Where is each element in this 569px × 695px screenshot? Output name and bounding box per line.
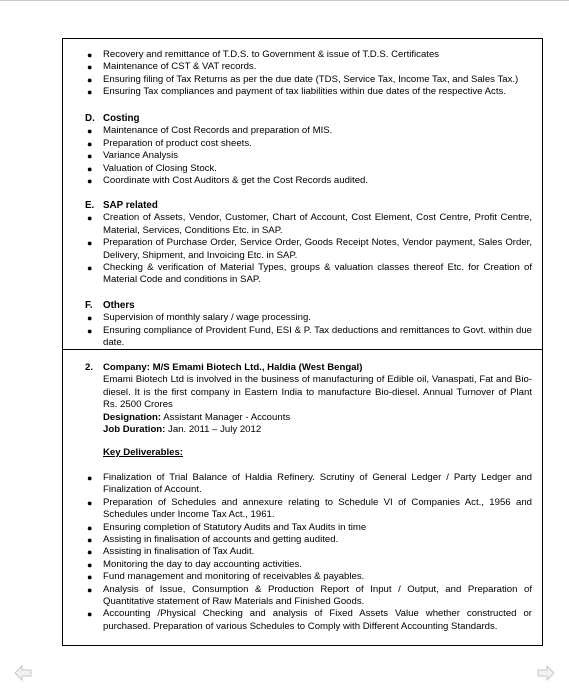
section-sap xyxy=(63,200,542,287)
list-item: ● Creation of Assets, Vendor, Customer, Chart of Account, Cost Element, Cost Centre, Profit Centre, Material, Services, Conditions Etc. in SAP. xyxy=(87,212,532,236)
list-item: ● Monitoring the day to day accounting activities. xyxy=(87,558,302,570)
section-divider xyxy=(63,349,542,350)
list-item: ● Preparation of Schedules and annexure relating to Schedule VI of Companies Act., 1956 and Schedules under Income Tax Act., 1961. xyxy=(87,496,532,521)
list-item: ● Finalization of Trial Balance of Haldia Refinery. Scrutiny of General Ledger / Party Ledger and Finalization of Account. xyxy=(87,472,532,496)
designation: Designation: Assistant Manager - Accounts xyxy=(103,411,291,423)
list-item: ● Ensuring Tax compliances and payment of tax liabilities within due dates of the respective Acts. xyxy=(87,86,506,98)
next-page-button[interactable] xyxy=(537,664,555,682)
tax-bullet-list xyxy=(63,49,542,99)
company-heading: 2. Company: M/S Emami Biotech Ltd., Haldia (West Bengal) xyxy=(85,362,363,373)
company-description: Emami Biotech Ltd is involved in the business of manufacturing of Edible oil, Vanaspati, Fat and Bio-diesel. It is the first company in Eastern India to manufacture Bio-diesel. Annual Turnover of Plant Rs. 2500 Crores xyxy=(103,374,532,411)
list-item: ● Ensuring filing of Tax Returns as per the due date (TDS, Service Tax, Income Tax, and Sales Tax.) xyxy=(87,73,519,85)
list-item: ● Valuation of Closing Stock. xyxy=(87,162,217,174)
list-item: ● Accounting /Physical Checking and analysis of Fixed Assets Value whether constructed or purchased. Preparation of various Schedules to Comply with Different Accounting Standards. xyxy=(87,608,532,632)
document-frame xyxy=(62,38,543,646)
list-item: ● Fund management and monitoring of receivables & payables. xyxy=(87,571,365,583)
tax-bullets-block xyxy=(63,49,542,99)
section-list xyxy=(63,125,542,187)
deliverables-block xyxy=(63,472,542,633)
section-list xyxy=(63,312,542,349)
list-item: ● Variance Analysis xyxy=(87,150,179,162)
list-item: ● Coordinate with Cost Auditors & get the Cost Records audited. xyxy=(87,175,369,187)
right-arrow-icon xyxy=(537,664,555,682)
list-item: ● Analysis of Issue, Consumption & Production Report of Input / Output, and Preparation of Quantitative statement of Raw Materials and Finished Goods. xyxy=(87,583,532,608)
prev-page-button[interactable] xyxy=(14,664,32,682)
key-deliverables-title: Key Deliverables: xyxy=(103,447,183,458)
section-others xyxy=(63,300,542,350)
list-item: ● Maintenance of Cost Records and preparation of MIS. xyxy=(87,125,333,137)
company-block xyxy=(63,362,542,436)
list-item: ● Assisting in finalisation of accounts and getting audited. xyxy=(87,534,339,546)
list-item: ● Supervision of monthly salary / wage processing. xyxy=(87,312,311,324)
list-item: ● Preparation of Purchase Order, Service Order, Goods Receipt Notes, Vendor payment, Sales Order, Delivery, Shipment, and Invoicing Etc. in SAP. xyxy=(87,237,532,261)
section-heading: E. SAP related xyxy=(85,200,158,211)
list-item: ● Ensuring compliance of Provident Fund, ESI & P. Tax deductions and remittances to Govt. within due date. xyxy=(87,324,532,349)
list-item: ● Preparation of product cost sheets. xyxy=(87,137,252,149)
section-heading: F. Others xyxy=(85,300,135,311)
list-item: ● Checking & verification of Material Types, groups & valuation classes thereof Etc. for Creation of Material Code and conditions in SAP. xyxy=(87,262,532,286)
page-top-edge xyxy=(0,0,569,1)
section-costing xyxy=(63,113,542,187)
list-item: ● Ensuring completion of Statutory Audits and Tax Audits in time xyxy=(87,521,367,533)
list-item: ● Maintenance of CST & VAT records. xyxy=(87,61,257,73)
key-deliverables-heading xyxy=(63,447,542,459)
list-item: ● Assisting in finalisation of Tax Audit. xyxy=(87,546,255,558)
section-list xyxy=(63,212,542,286)
deliverables-list xyxy=(63,472,542,633)
job-duration: Job Duration: Jan. 2011 – July 2012 xyxy=(103,424,262,436)
list-item: ● Recovery and remittance of T.D.S. to Government & issue of T.D.S. Certificates xyxy=(87,49,440,60)
section-heading: D. Costing xyxy=(85,113,140,124)
left-arrow-icon xyxy=(14,664,32,682)
